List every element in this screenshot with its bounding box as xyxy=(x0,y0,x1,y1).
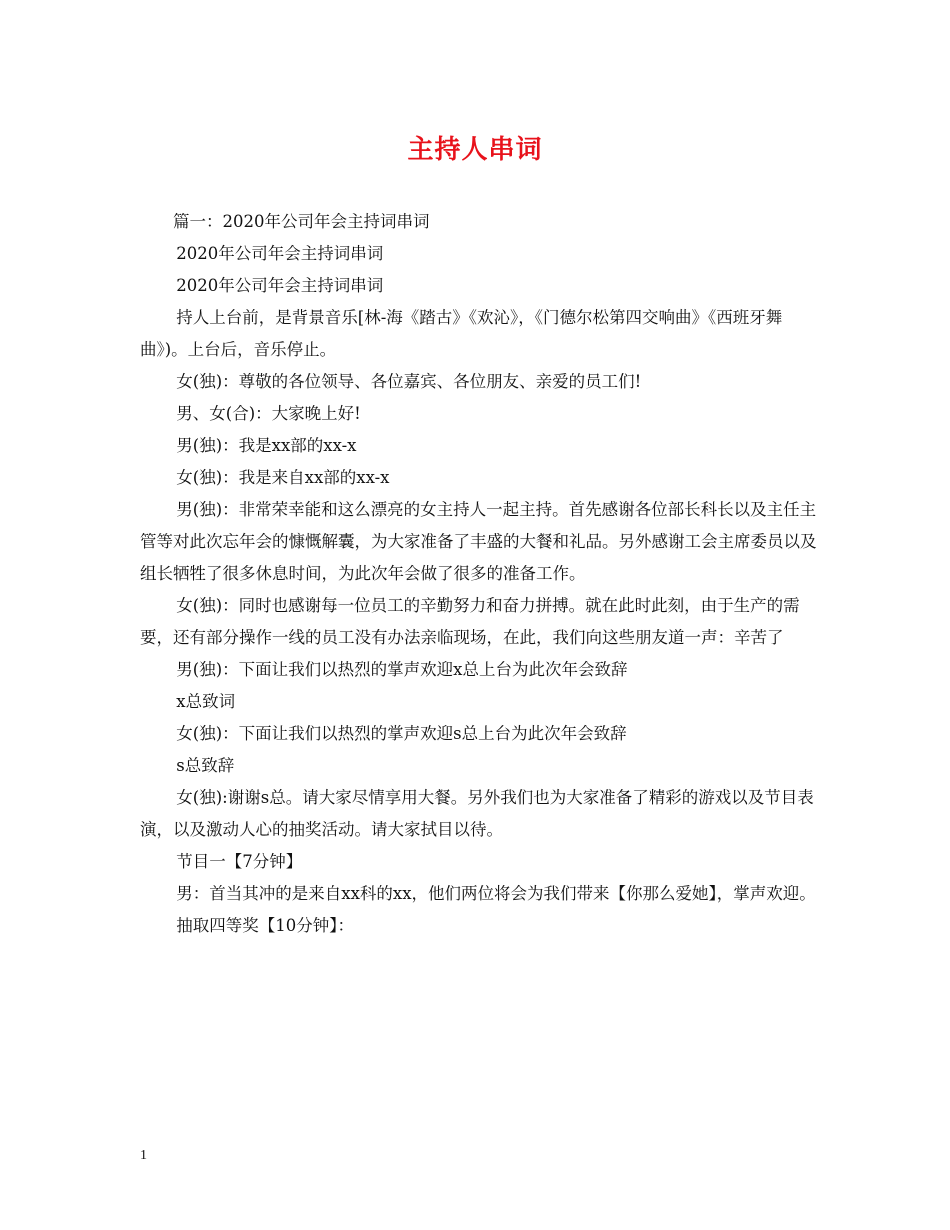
paragraph: 持人上台前，是背景音乐[林-海《踏古》《欢沁》，《门德尔松第四交响曲》《西班牙舞曲》)。上台后，音乐停止。 xyxy=(140,308,783,359)
document-body xyxy=(140,206,820,942)
paragraph: 节目一【7分钟】 xyxy=(176,852,303,871)
paragraph: 男(独)：非常荣幸能和这么漂亮的女主持人一起主持。首先感谢各位部长科长以及主任主管等对此次忘年会的慷慨解囊，为大家准备了丰盛的大餐和礼品。另外感谢工会主席委员以及组长牺牲了很多休息时间，为此次年会做了很多的准备工作。 xyxy=(140,500,817,583)
paragraph: x总致词 xyxy=(176,692,236,711)
page-number: 1 xyxy=(140,1148,147,1163)
paragraph: 男(独)：我是xx部的xx-x xyxy=(176,436,357,455)
paragraph: 篇一：2020年公司年会主持词串词 xyxy=(173,212,430,231)
paragraph: 2020年公司年会主持词串词 xyxy=(176,244,384,263)
paragraph: 男、女(合)：大家晚上好! xyxy=(176,404,361,423)
paragraph: 女(独)：我是来自xx部的xx-x xyxy=(176,468,390,487)
paragraph: 女(独)：尊敬的各位领导、各位嘉宾、各位朋友、亲爱的员工们! xyxy=(176,372,642,391)
paragraph: 2020年公司年会主持词串词 xyxy=(176,276,384,295)
paragraph: 男(独)：下面让我们以热烈的掌声欢迎x总上台为此次年会致辞 xyxy=(176,660,628,679)
page-title: 主持人串词 xyxy=(407,135,543,165)
paragraph: 男：首当其冲的是来自xx科的xx，他们两位将会为我们带来【你那么爱她】，掌声欢迎。 xyxy=(176,884,816,903)
paragraph: s总致辞 xyxy=(176,756,235,775)
paragraph: 女(独)：下面让我们以热烈的掌声欢迎s总上台为此次年会致辞 xyxy=(176,724,627,743)
paragraph: 女(独):谢谢s总。请大家尽情享用大餐。另外我们也为大家准备了精彩的游戏以及节目表演，以及激动人心的抽奖活动。请大家拭目以待。 xyxy=(140,788,814,839)
paragraph: 女(独)：同时也感谢每一位员工的辛勤努力和奋力拼搏。就在此时此刻，由于生产的需要，还有部分操作一线的员工没有办法亲临现场，在此，我们向这些朋友道一声：辛苦了 xyxy=(140,596,800,647)
paragraph: 抽取四等奖【10分钟】： xyxy=(176,916,355,935)
